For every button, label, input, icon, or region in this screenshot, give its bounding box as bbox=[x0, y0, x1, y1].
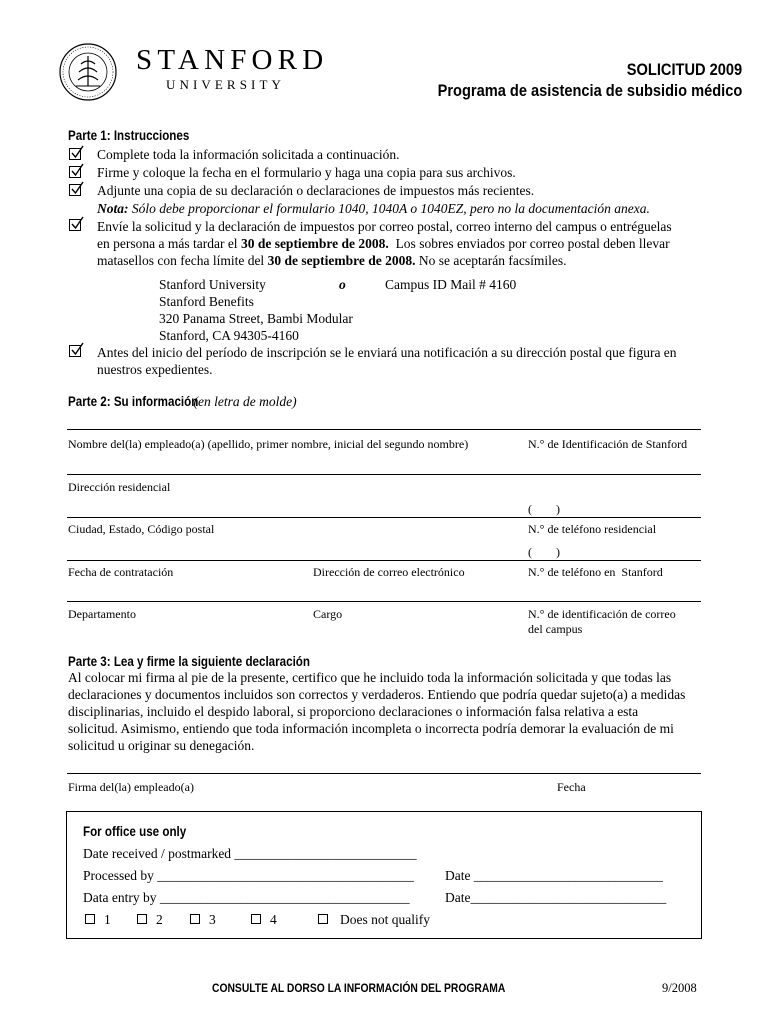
data-entry-by-field[interactable]: Data entry by _____________________________________ bbox=[83, 890, 410, 905]
does-not-qualify-checkbox[interactable] bbox=[318, 914, 328, 924]
form-title: SOLICITUD 2009 bbox=[626, 60, 742, 79]
position-field[interactable]: Cargo bbox=[313, 607, 343, 621]
form-subtitle: Programa de asistencia de subsidio médico bbox=[437, 81, 742, 100]
footer-version: 9/2008 bbox=[662, 981, 697, 995]
processed-date-field[interactable]: Date ____________________________ bbox=[445, 868, 663, 883]
footer-note: CONSULTE AL DORSO LA INFORMACIÓN DEL PROGRAMA bbox=[212, 981, 506, 995]
divider bbox=[67, 429, 701, 430]
instruction-1: Complete toda la información solicitada a continuación. bbox=[97, 147, 400, 162]
office-use-title: For office use only bbox=[83, 824, 187, 839]
divider bbox=[67, 517, 701, 518]
declaration-line-2: declaraciones y documentos incluidos son correctos y verdaderos. Entiendo que podría quedar sujeto(a) a medidas bbox=[68, 687, 686, 702]
hire-date-field[interactable]: Fecha de contratación bbox=[68, 565, 174, 579]
address-line-3: 320 Panama Street, Bambi Modular bbox=[159, 311, 353, 326]
instruction-note: Nota: Sólo debe proporcionar el formulario 1040, 1040A o 1040EZ, pero no la documentación anexa. bbox=[97, 201, 650, 216]
address-line-2: Stanford Benefits bbox=[159, 294, 254, 309]
department-field[interactable]: Departamento bbox=[68, 607, 136, 621]
home-phone-field[interactable]: N.° de teléfono residencial bbox=[528, 522, 657, 536]
logo-university: UNIVERSITY bbox=[166, 77, 285, 92]
option-2-checkbox[interactable] bbox=[137, 914, 147, 924]
data-entry-date-field[interactable]: Date_____________________________ bbox=[445, 890, 667, 905]
signature-date-field[interactable]: Fecha bbox=[557, 780, 586, 794]
divider bbox=[67, 474, 701, 475]
option-3-checkbox[interactable] bbox=[190, 914, 200, 924]
instruction-4-line1: Envíe la solicitud y la declaración de impuestos por correo postal, correo interno del campus o entréguelas bbox=[97, 219, 672, 234]
option-1-checkbox[interactable] bbox=[85, 914, 95, 924]
declaration-line-3: disciplinarias, incluido el despido laboral, si proporciono declaraciones o información falsa relativa a esta bbox=[68, 704, 639, 719]
city-state-zip-field[interactable]: Ciudad, Estado, Código postal bbox=[68, 522, 215, 536]
home-address-field[interactable]: Dirección residencial bbox=[68, 480, 171, 494]
processed-by-field[interactable]: Processed by ______________________________________ bbox=[83, 868, 414, 883]
phone-area-code: ( ) bbox=[528, 502, 560, 516]
date-received-field[interactable]: Date received / postmarked ___________________________ bbox=[83, 846, 417, 861]
instruction-4-line2: en persona a más tardar el 30 de septiembre de 2008. Los sobres enviados por correo postal deben llevar bbox=[97, 236, 670, 251]
divider bbox=[67, 560, 701, 561]
declaration-line-4: solicitud. Asimismo, entiendo que toda información incompleta o incorrecta podría demorar la evaluación de mi bbox=[68, 721, 674, 736]
signature-field[interactable]: Firma del(la) empleado(a) bbox=[68, 780, 194, 794]
checkbox-icon bbox=[69, 219, 81, 231]
address-line-4: Stanford, CA 94305-4160 bbox=[159, 328, 299, 343]
campus-mail-id-field[interactable]: N.° de identificación de correo del campus bbox=[528, 607, 676, 636]
declaration-line-1: Al colocar mi firma al pie de la presente, certifico que he incluido toda la información solicitada y que todas las bbox=[68, 670, 672, 685]
stanford-id-field[interactable]: N.° de Identificación de Stanford bbox=[528, 437, 688, 451]
part2-title: Parte 2: Su información(en letra de molde) bbox=[68, 394, 297, 409]
instruction-4-line3: matasellos con fecha límite del 30 de septiembre de 2008. No se aceptarán facsímiles. bbox=[97, 253, 567, 268]
checkbox-icon bbox=[69, 345, 81, 357]
declaration-line-5: solicitud u originar su denegación. bbox=[68, 738, 255, 753]
option-4-checkbox[interactable] bbox=[251, 914, 261, 924]
checkbox-icon bbox=[69, 166, 81, 178]
checkbox-icon bbox=[69, 184, 81, 196]
option-2-label: 2 bbox=[156, 912, 163, 927]
campus-mail-address: Campus ID Mail # 4160 bbox=[385, 277, 517, 292]
option-3-label: 3 bbox=[209, 912, 216, 927]
stanford-seal-icon bbox=[58, 42, 118, 102]
part3-title: Parte 3: Lea y firme la siguiente declaración bbox=[68, 654, 310, 669]
divider bbox=[67, 601, 701, 602]
instruction-5-line1: Antes del inicio del período de inscripción se le enviará una notificación a su dirección postal que figura en bbox=[97, 345, 677, 360]
part1-title: Parte 1: Instrucciones bbox=[68, 128, 190, 143]
signature-line bbox=[67, 773, 701, 774]
stanford-phone-field[interactable]: N.° de teléfono en Stanford bbox=[528, 565, 663, 579]
option-4-label: 4 bbox=[270, 912, 277, 927]
instruction-2: Firme y coloque la fecha en el formulario y haga una copia para sus archivos. bbox=[97, 165, 516, 180]
option-1-label: 1 bbox=[104, 912, 111, 927]
email-field[interactable]: Dirección de correo electrónico bbox=[313, 565, 465, 579]
address-line-1: Stanford University bbox=[159, 277, 266, 292]
checkbox-icon bbox=[69, 148, 81, 160]
or-label: o bbox=[339, 277, 346, 292]
phone-area-code: ( ) bbox=[528, 545, 560, 559]
does-not-qualify-label: Does not qualify bbox=[340, 912, 430, 927]
employee-name-field[interactable]: Nombre del(la) empleado(a) (apellido, primer nombre, inicial del segundo nombre) bbox=[68, 437, 469, 451]
instruction-5-line2: nuestros expedientes. bbox=[97, 362, 213, 377]
instruction-3: Adjunte una copia de su declaración o declaraciones de impuestos más recientes. bbox=[97, 183, 535, 198]
logo-name: STANFORD bbox=[136, 44, 329, 76]
